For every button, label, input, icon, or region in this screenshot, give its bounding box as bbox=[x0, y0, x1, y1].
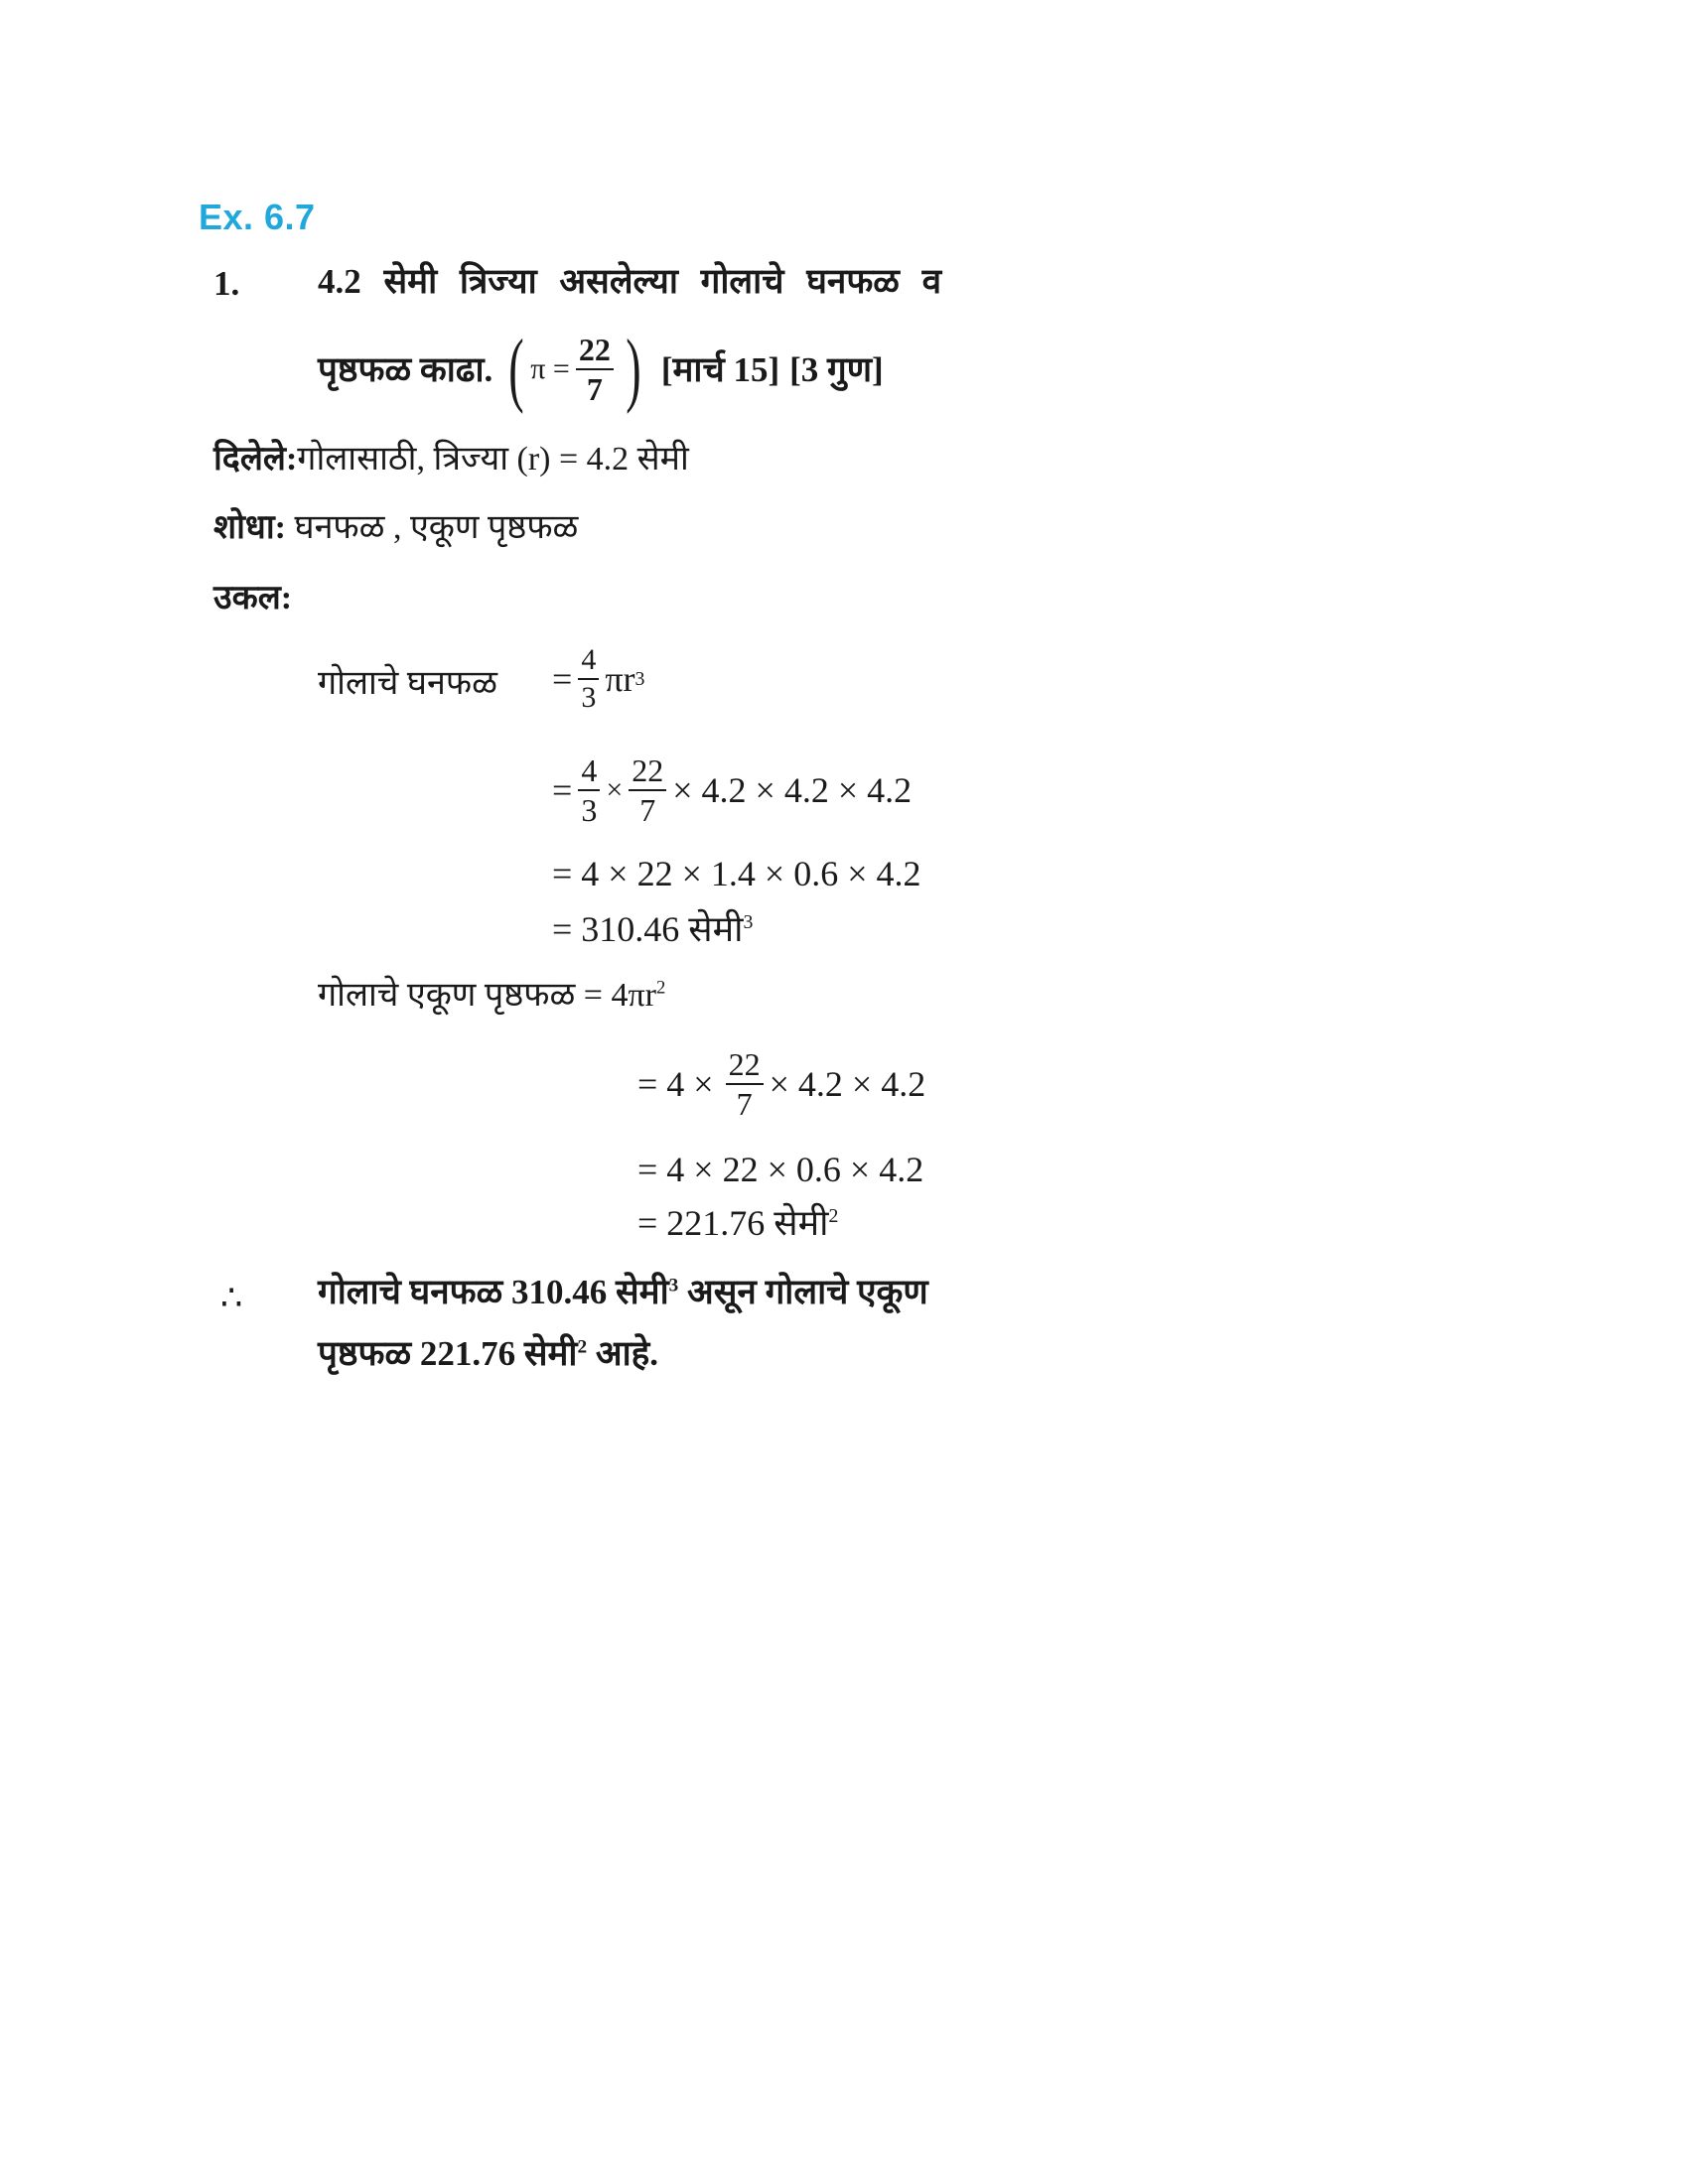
left-paren: ( bbox=[508, 323, 524, 415]
exponent: 3 bbox=[743, 911, 754, 933]
find-label: शोधा: bbox=[213, 509, 286, 546]
denominator: 7 bbox=[736, 1086, 753, 1122]
equals-sign: = bbox=[552, 770, 573, 810]
surface-result-text: = 221.76 सेमी bbox=[637, 1203, 829, 1243]
surface-label bbox=[318, 979, 665, 1013]
conclusion-continuation: असून गोलाचे एकूण bbox=[678, 1273, 928, 1311]
surface-step-1 bbox=[637, 1048, 925, 1120]
question-number: 1. bbox=[213, 264, 240, 303]
question-line-2 bbox=[318, 323, 884, 415]
conclusion-line-2 bbox=[318, 1336, 658, 1371]
conclusion-end: आहे. bbox=[587, 1334, 658, 1373]
pi-numerator: 22 bbox=[576, 334, 614, 370]
exponent: 2 bbox=[577, 1336, 588, 1358]
numerator: 4 bbox=[578, 754, 600, 791]
exercise-title: Ex. 6.7 bbox=[199, 197, 316, 237]
conclusion-volume: गोलाचे घनफळ 310.46 सेमी bbox=[318, 1273, 669, 1311]
question-line-2-text: पृष्ठफळ काढा. bbox=[318, 349, 493, 389]
denominator: 3 bbox=[581, 681, 597, 714]
volume-step-2 bbox=[552, 754, 912, 826]
volume-step-3: = 4 × 22 × 1.4 × 0.6 × 4.2 bbox=[552, 854, 921, 893]
numerator: 4 bbox=[578, 645, 599, 680]
fraction-4-3 bbox=[578, 754, 600, 826]
volume-label: गोलाचे घनफळ bbox=[318, 665, 497, 702]
question-line-1: 4.2 सेमी त्रिज्या असलेल्या गोलाचे घनफळ व bbox=[318, 262, 942, 301]
fraction-4-3 bbox=[578, 645, 599, 713]
pi-r-term: πr bbox=[605, 659, 635, 699]
pi-label: π = bbox=[530, 352, 570, 385]
surface-step-2: = 4 × 22 × 0.6 × 4.2 bbox=[637, 1150, 924, 1189]
times-sign: × bbox=[606, 773, 624, 806]
exponent: 2 bbox=[655, 977, 666, 999]
volume-result-text: = 310.46 सेमी bbox=[552, 909, 744, 949]
conclusion-surface: पृष्ठफळ 221.76 सेमी bbox=[318, 1334, 578, 1373]
fraction-22-7 bbox=[629, 754, 666, 826]
product-terms: × 4.2 × 4.2 bbox=[769, 1064, 926, 1104]
given-line bbox=[213, 443, 689, 477]
fraction-22-7 bbox=[726, 1048, 764, 1120]
denominator: 7 bbox=[639, 792, 656, 828]
exam-tag: [मार्च 15] bbox=[660, 349, 780, 389]
pi-fraction bbox=[576, 334, 614, 405]
denominator: 3 bbox=[581, 792, 598, 828]
find-line bbox=[213, 511, 578, 545]
volume-step-1: = $\frac{4}{3}$ πr 3 bbox=[552, 643, 645, 714]
equals-sign: = bbox=[552, 659, 573, 699]
numerator: 22 bbox=[629, 754, 666, 791]
pi-denominator: 7 bbox=[586, 371, 603, 407]
solution-label: उकल: bbox=[213, 580, 293, 616]
pi-value bbox=[502, 323, 647, 415]
given-text: गोलासाठी, त्रिज्या (r) = 4.2 सेमी bbox=[297, 441, 689, 478]
volume-result bbox=[552, 911, 753, 947]
find-text: घनफळ , एकूण पृष्ठफळ bbox=[294, 509, 579, 546]
exponent: 2 bbox=[828, 1205, 839, 1227]
conclusion-line-1 bbox=[318, 1275, 928, 1309]
exponent: 3 bbox=[668, 1275, 679, 1297]
numerator: 22 bbox=[726, 1048, 764, 1085]
prefix-terms: = 4 × bbox=[637, 1064, 714, 1104]
product-terms: × 4.2 × 4.2 × 4.2 bbox=[672, 770, 913, 810]
marks-tag: [3 गुण] bbox=[789, 349, 884, 389]
surface-label-text: गोलाचे एकूण पृष्ठफळ = 4πr bbox=[318, 977, 656, 1014]
given-label: दिलेले: bbox=[213, 441, 298, 478]
therefore-symbol: ∴ bbox=[220, 1279, 243, 1317]
surface-result bbox=[637, 1205, 838, 1241]
right-paren: ) bbox=[626, 323, 641, 415]
